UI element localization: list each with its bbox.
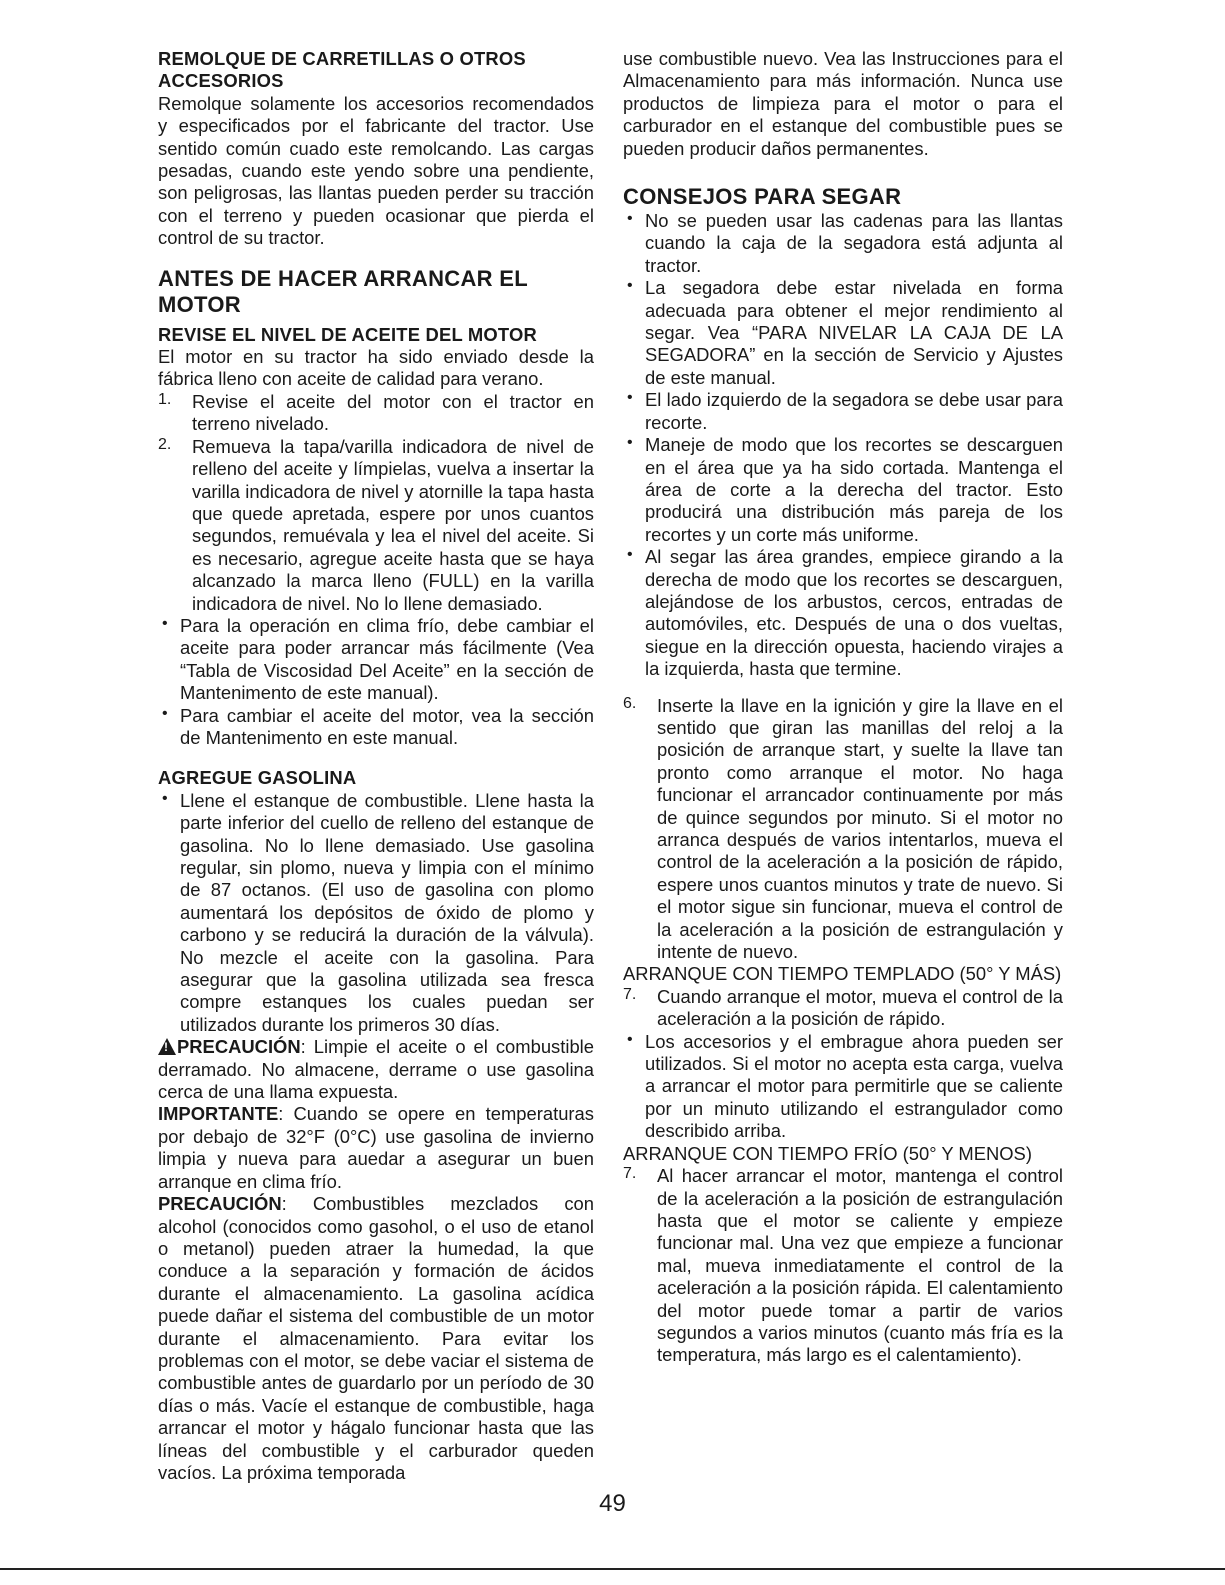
caution-paragraph-1 [158, 1036, 594, 1103]
templado-heading: ARRANQUE CON TIEMPO TEMPLADO (50° Y MÁS) [623, 963, 1062, 985]
aceite-bullets [158, 615, 594, 749]
list-item [158, 436, 594, 615]
important-label: IMPORTANTE [158, 1103, 279, 1125]
list-item [623, 210, 1063, 277]
list-item [623, 1031, 1063, 1143]
bullet-text: Al segar las área grandes, empiece girando a la derecha de modo que los recortes se descarguen, alejándose de los arbustos, cercos, entradas de automóviles, etc. Después de una o dos vueltas, siegue en la dirección opuesta, haciendo virajes a la izquierda, hasta que termine. [645, 546, 1063, 680]
bullet-text: Maneje de modo que los recortes se descarguen en el área que ya ha sido cortada. Mantenga el área de corte a la derecha del tractor. Esto producirá una distribución más pareja de los recortes y un corte más uniforme. [645, 434, 1063, 545]
warning-triangle-icon [158, 1038, 176, 1055]
bullet-marker: • [162, 704, 168, 722]
consejos-heading: CONSEJOS PARA SEGAR [623, 184, 902, 210]
step-marker: 7. [623, 985, 637, 1003]
page-number: 49 [599, 1490, 626, 1517]
frio-heading: ARRANQUE CON TIEMPO FRÍO (50° Y MENOS) [623, 1142, 1032, 1164]
caution-label: PRECAUCIÓN [158, 1193, 282, 1215]
step-text: Cuando arranque el motor, mueva el control de la aceleración a la posición de rápido. [657, 985, 1063, 1030]
bullet-text: La segadora debe estar nivelada en forma adecuada para obtener el mejor rendimiento al segar. Vea “PARA NIVELAR LA CAJA DE LA SEGADORA” en la sección de Servicio y Ajustes de este manual. [645, 277, 1063, 388]
frio-steps [623, 1165, 1063, 1367]
list-item [623, 389, 1063, 434]
list-item [158, 615, 594, 705]
aceite-steps [158, 391, 594, 615]
aceite-intro: El motor en su tractor ha sido enviado desde la fábrica lleno con aceite de calidad para verano. [158, 346, 594, 390]
caution-label: PRECAUCIÓN [177, 1036, 301, 1058]
step-text: Revise el aceite del motor con el tractor en terreno nivelado. [192, 390, 594, 435]
bottom-rule [0, 1568, 1225, 1570]
list-item [623, 1165, 1063, 1367]
gasolina-bullets [158, 790, 594, 1036]
step-text: Inserte la llave en la ignición y gire la llave en el sentido que giran las manillas del reloj a la posición de arranque start, y suelte la llave tan pronto como arranque el motor. No haga funcionar el arrancador continuamente por más de quince segundos por minuto. Si el motor no arranca después de varios intentarlos, mueva el control de la aceleración a la posición de rápido, espere unos cuantos minutos y trate de nuevo. Si el motor sigue sin funcionar, mueva el control de la aceleración a la posición de estrangulación y intente de nuevo. [657, 694, 1063, 963]
caution-paragraph-2 [158, 1193, 594, 1484]
consejos-bullets [623, 210, 1063, 681]
important-text: : Cuando se opere en temperaturas por debajo de 32°F (0°C) use gasolina de invierno limpia y nueva para auedar a asegurar un buen arranque en clima frío. [158, 1103, 594, 1192]
list-item [623, 277, 1063, 389]
continuation-text: use combustible nuevo. Vea las Instrucciones para el Almacenamiento para más información. Nunca use productos de limpieza para el motor o para el carburador en el estanque del combustible pues se pueden producir daños permanentes. [623, 48, 1063, 159]
list-item [623, 695, 1063, 964]
aceite-subheading: REVISE EL NIVEL DE ACEITE DEL MOTOR [158, 323, 537, 345]
bullet-marker: • [627, 1030, 633, 1048]
bullet-marker: • [162, 789, 168, 807]
bullet-marker: • [162, 614, 168, 632]
step-marker: 2. [158, 435, 172, 453]
bullet-marker: • [627, 389, 633, 407]
list-item [623, 986, 1063, 1031]
bullet-text: No se pueden usar las cadenas para las llantas cuando la caja de la segadora está adjunta al tractor. [645, 210, 1063, 276]
step-text: Al hacer arrancar el motor, mantenga el control de la aceleración a la posición de estrangulación hasta que el motor se caliente y empieze funcionar mal. Una vez que empieze a funcionar mal, mueva inmediatamente el control de la aceleración a la posición rápida. El calentamiento del motor puede tomar a partir de varios segundos a varios minutos (cuanto más fría es la temperatura, más largo es el calentamiento). [657, 1165, 1063, 1366]
bullet-marker: • [627, 210, 633, 228]
list-item [158, 790, 594, 1036]
list-item [158, 391, 594, 436]
list-item [158, 705, 594, 750]
gasolina-heading: AGREGUE GASOLINA [158, 767, 357, 789]
templado-bullets [623, 1031, 1063, 1143]
bullet-text: Los accesorios y el embrague ahora pueden ser utilizados. Si el motor no acepta esta carga, vuelva a arrancar el motor para permitirle que se caliente por un minuto utilizando el estrangulador como describido arriba. [645, 1030, 1063, 1142]
step-6-list [623, 695, 1063, 964]
bullet-marker: • [627, 546, 633, 564]
list-item [623, 434, 1063, 546]
step-marker: 1. [158, 390, 172, 408]
important-paragraph [158, 1103, 594, 1193]
bullet-marker: • [627, 434, 633, 452]
bullet-text: Para cambiar el aceite del motor, vea la sección de Mantenimento en este manual. [180, 704, 594, 748]
right-column [623, 48, 1063, 1367]
bullet-text: Llene el estanque de combustible. Llene hasta la parte inferior del cuello de relleno del estanque de gasolina. No lo llene demasiado. Use gasolina regular, sin plomo, nueva y limpia con el mínimo de 87 octanos. (El uso de gasolina con plomo aumentará los depósitos de óxido de plomo y carbono y se reducirá la duración de la válvula). No mezcle el aceite con la gasolina. Para asegurar que la gasolina utilizada sea fresca compre estanques los cuales puedan ser utilizados durante los primeros 30 días. [180, 789, 594, 1035]
caution-text: : Limpie el aceite o el combustible derramado. No almacene, derrame o use gasolina cerca de una llama expuesta. [158, 1036, 594, 1103]
antes-heading: ANTES DE HACER ARRANCAR EL MOTOR [158, 265, 528, 317]
remolque-heading: REMOLQUE DE CARRETILLAS O OTROS ACCESORIOS [158, 48, 526, 92]
remolque-text: Remolque solamente los accesorios recomendados y especificados por el fabricante del tractor. Use sentido común cuado este remolcando. Las cargas pesadas, cuando este yendo sobre una pendiente, son peligrosas, las llantas pueden perder su tracción con el terreno y pueden ocasionar que pierda el control de su tractor. [158, 92, 594, 249]
step-marker: 7. [623, 1165, 637, 1183]
caution-text: : Combustibles mezclados con alcohol (conocidos como gasohol, o el uso de etanol o metanol) pueden atraer la humedad, la que conduce a la separación y formación de ácidos durante el almacenamiento. La gasolina acídica puede dañar el sistema del combustible de un motor durante el almacenamiento. Para evitar los problemas con el motor, se debe vaciar el sistema de combustible antes de guardarlo por un período de 30 días o más. Vacíe el estanque de combustible, haga arrancar el motor y hágalo funcionar hasta que las líneas del combustible y el carburador queden vacíos. La próxima temporada [158, 1193, 594, 1483]
left-column [158, 48, 594, 1484]
bullet-text: Para la operación en clima frío, debe cambiar el aceite para poder arrancar más fácilmente (Vea “Tabla de Viscosidad Del Aceite” en la sección de Mantenimento de este manual). [180, 614, 594, 704]
step-text: Remueva la tapa/varilla indicadora de nivel de relleno del aceite y límpielas, vuelva a insertar la varilla indicadora de nivel y atornille la tapa hasta que quede apretada, espere por unos cuantos segundos, remuévala y lea el nivel del aceite. Si es necesario, agregue aceite hasta que se haya alcanzado la marca lleno (FULL) en la varilla indicadora de nivel. No lo llene demasiado. [192, 435, 594, 614]
bullet-marker: • [627, 277, 633, 295]
bullet-text: El lado izquierdo de la segadora se debe usar para recorte. [645, 389, 1063, 433]
step-marker: 6. [623, 694, 637, 712]
templado-steps [623, 986, 1063, 1031]
list-item [623, 546, 1063, 680]
